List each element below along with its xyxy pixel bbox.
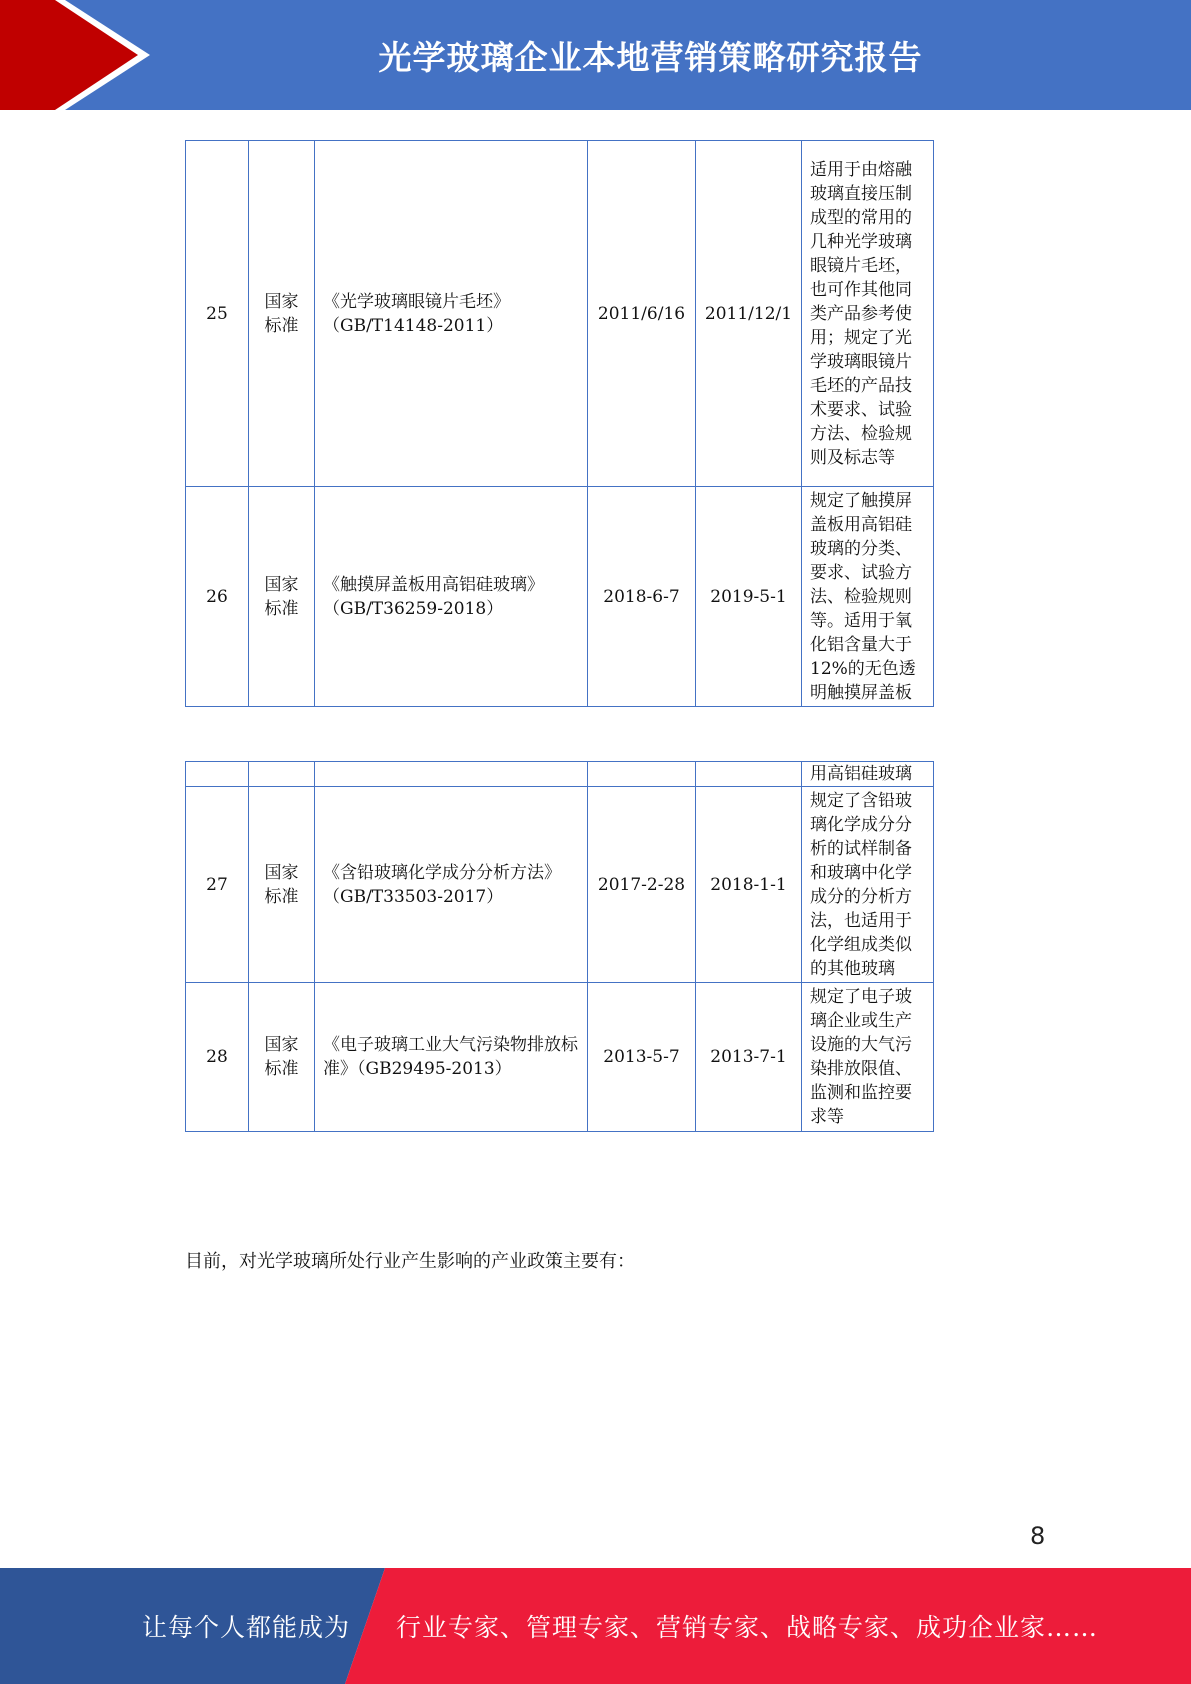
- row-number: 26: [186, 487, 249, 707]
- row-number: 27: [186, 787, 249, 983]
- table-row: [186, 487, 934, 707]
- standard-description: 适用于由熔融玻璃直接压制成型的常用的几种光学玻璃眼镜片毛坯，也可作其他同类产品参考使用；规定了光学玻璃眼镜片毛坯的产品技术要求、试验方法、检验规则及标志等: [802, 141, 934, 487]
- standard-name: 《电子玻璃工业大气污染物排放标准》（GB29495-2013）: [315, 983, 588, 1132]
- table-row: [186, 787, 934, 983]
- publish-date: 2011/6/16: [588, 141, 696, 487]
- continued-description: 用高铝硅玻璃: [802, 762, 934, 787]
- standard-description: 规定了触摸屏盖板用高铝硅玻璃的分类、要求、试验方法、检验规则等。适用于氧化铝含量大于12%的无色透明触摸屏盖板: [802, 487, 934, 707]
- table-row: [186, 141, 934, 487]
- standard-description: 规定了电子玻璃企业或生产设施的大气污染排放限值、监测和监控要求等: [802, 983, 934, 1132]
- report-title: 光学玻璃企业本地营销策略研究报告: [378, 37, 923, 77]
- page-number: 8: [1030, 1522, 1046, 1550]
- publish-date: 2018-6-7: [588, 487, 696, 707]
- standard-name: 《含铅玻璃化学成分分析方法》（GB/T33503-2017）: [315, 787, 588, 983]
- table-row: [186, 983, 934, 1132]
- standards-table-1: [185, 140, 934, 707]
- page-header: [0, 0, 1191, 110]
- publish-date: 2017-2-28: [588, 787, 696, 983]
- effective-date: 2011/12/1: [696, 141, 802, 487]
- effective-date: 2018-1-1: [696, 787, 802, 983]
- header-chevron-icon: [0, 0, 160, 110]
- standard-type: 国家标准: [249, 141, 315, 487]
- row-number: 25: [186, 141, 249, 487]
- footer-slogan-left: 让每个人都能成为: [142, 1613, 351, 1642]
- effective-date: 2013-7-1: [696, 983, 802, 1132]
- row-number: 28: [186, 983, 249, 1132]
- body-paragraph: 目前，对光学玻璃所处行业产生影响的产业政策主要有：: [185, 1251, 635, 1272]
- standard-type: 国家标准: [249, 983, 315, 1132]
- standards-table-2: [185, 761, 934, 1132]
- effective-date: 2019-5-1: [696, 487, 802, 707]
- standard-type: 国家标准: [249, 787, 315, 983]
- footer-slogan-right: 行业专家、管理专家、营销专家、战略专家、成功企业家……: [396, 1613, 1099, 1642]
- standard-name: 《触摸屏盖板用高铝硅玻璃》（GB/T36259-2018）: [315, 487, 588, 707]
- standard-name: 《光学玻璃眼镜片毛坯》（GB/T14148-2011）: [315, 141, 588, 487]
- standard-type: 国家标准: [249, 487, 315, 707]
- publish-date: 2013-5-7: [588, 983, 696, 1132]
- standard-description: 规定了含铅玻璃化学成分分析的试样制备和玻璃中化学成分的分析方法，也适用于化学组成类似的其他玻璃: [802, 787, 934, 983]
- page-footer: [0, 1568, 1191, 1684]
- continuation-row: [186, 762, 934, 787]
